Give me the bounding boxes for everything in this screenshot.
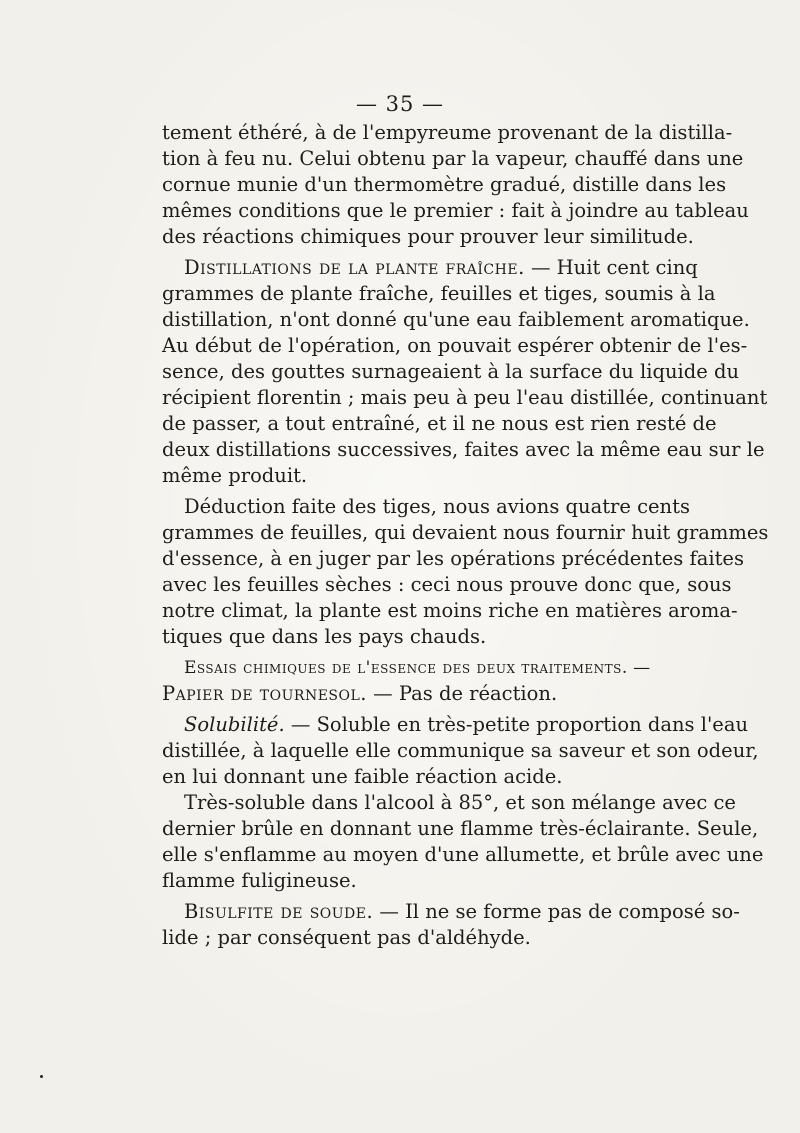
text-line: Déduction faite des tiges, nous avions quatre cents (184, 495, 690, 518)
text-run: — Il ne se forme pas de composé so- (373, 900, 740, 923)
section-heading-line (162, 681, 628, 707)
text-run: — (627, 658, 651, 678)
text-line: tiques que dans les pays chauds. (162, 625, 487, 648)
text-line: grammes de feuilles, qui devaient nous fournir huit grammes (162, 521, 769, 544)
text-line: flamme fuligineuse. (162, 869, 357, 892)
section-heading: Distillations de la plante fraîche. (184, 256, 525, 279)
text-line: distillée, à laquelle elle communique sa saveur et son odeur, (162, 739, 759, 762)
text-line: des réactions chimiques pour prouver leur similitude. (162, 225, 694, 248)
text-line: grammes de plante fraîche, feuilles et tiges, soumis à la (162, 282, 716, 305)
text-line: cornue munie d'un thermomètre gradué, distille dans les (162, 173, 727, 196)
section-heading-line (162, 899, 740, 925)
text-line: distillation, n'ont donné qu'une eau faiblement aromatique. (162, 308, 750, 331)
text-line: d'essence, à en juger par les opérations précédentes faites (162, 547, 744, 570)
text-line: récipient florentin ; mais peu à peu l'eau distillée, continuant (162, 386, 768, 409)
text-line: mêmes conditions que le premier : fait à joindre au tableau (162, 199, 749, 222)
section-heading-line (162, 712, 749, 738)
section-heading: Essais chimiques de l'essence des deux traitements. (184, 658, 628, 678)
text-line: Très-soluble dans l'alcool à 85°, et son mélange avec ce (184, 791, 736, 814)
body-text (162, 120, 769, 951)
ink-mark (40, 1075, 43, 1078)
text-line: tement éthéré, à de l'empyreume provenant de la distilla- (162, 121, 733, 144)
text-line: même produit. (162, 464, 308, 487)
text-line: dernier brûle en donnant une flamme très-éclairante. Seule, (162, 817, 759, 840)
text-line: notre climat, la plante est moins riche en matières aroma- (162, 599, 738, 622)
text-run: — Huit cent cinq (524, 256, 698, 279)
text-line: elle s'enflamme au moyen d'une allumette, et brûle avec une (162, 843, 764, 866)
section-heading-line (162, 655, 651, 681)
text-line: tion à feu nu. Celui obtenu par la vapeur, chauffé dans une (162, 147, 744, 170)
text-run: — Pas de réaction. (366, 682, 558, 705)
text-line: avec les feuilles sèches : ceci nous prouve donc que, sous (162, 573, 732, 596)
section-heading-line (162, 255, 698, 281)
text-line: sence, des gouttes surnageaient à la surface du liquide du (162, 360, 740, 383)
text-line: lide ; par conséquent pas d'aldéhyde. (162, 926, 531, 949)
text-line: Au début de l'opération, on pouvait espérer obtenir de l'es- (162, 334, 748, 357)
section-heading: Solubilité. (184, 713, 285, 736)
text-line: de passer, a tout entraîné, et il ne nous est rien resté de (162, 412, 717, 435)
text-line: deux distillations successives, faites avec la même eau sur le (162, 438, 765, 461)
page-number: — 35 — (355, 92, 445, 116)
text-run: — Soluble en très-petite proportion dans l'eau (284, 713, 749, 736)
section-heading: Papier de tournesol. (162, 682, 367, 705)
text-line: en lui donnant une faible réaction acide. (162, 765, 563, 788)
section-heading: Bisulfite de soude. (184, 900, 374, 923)
